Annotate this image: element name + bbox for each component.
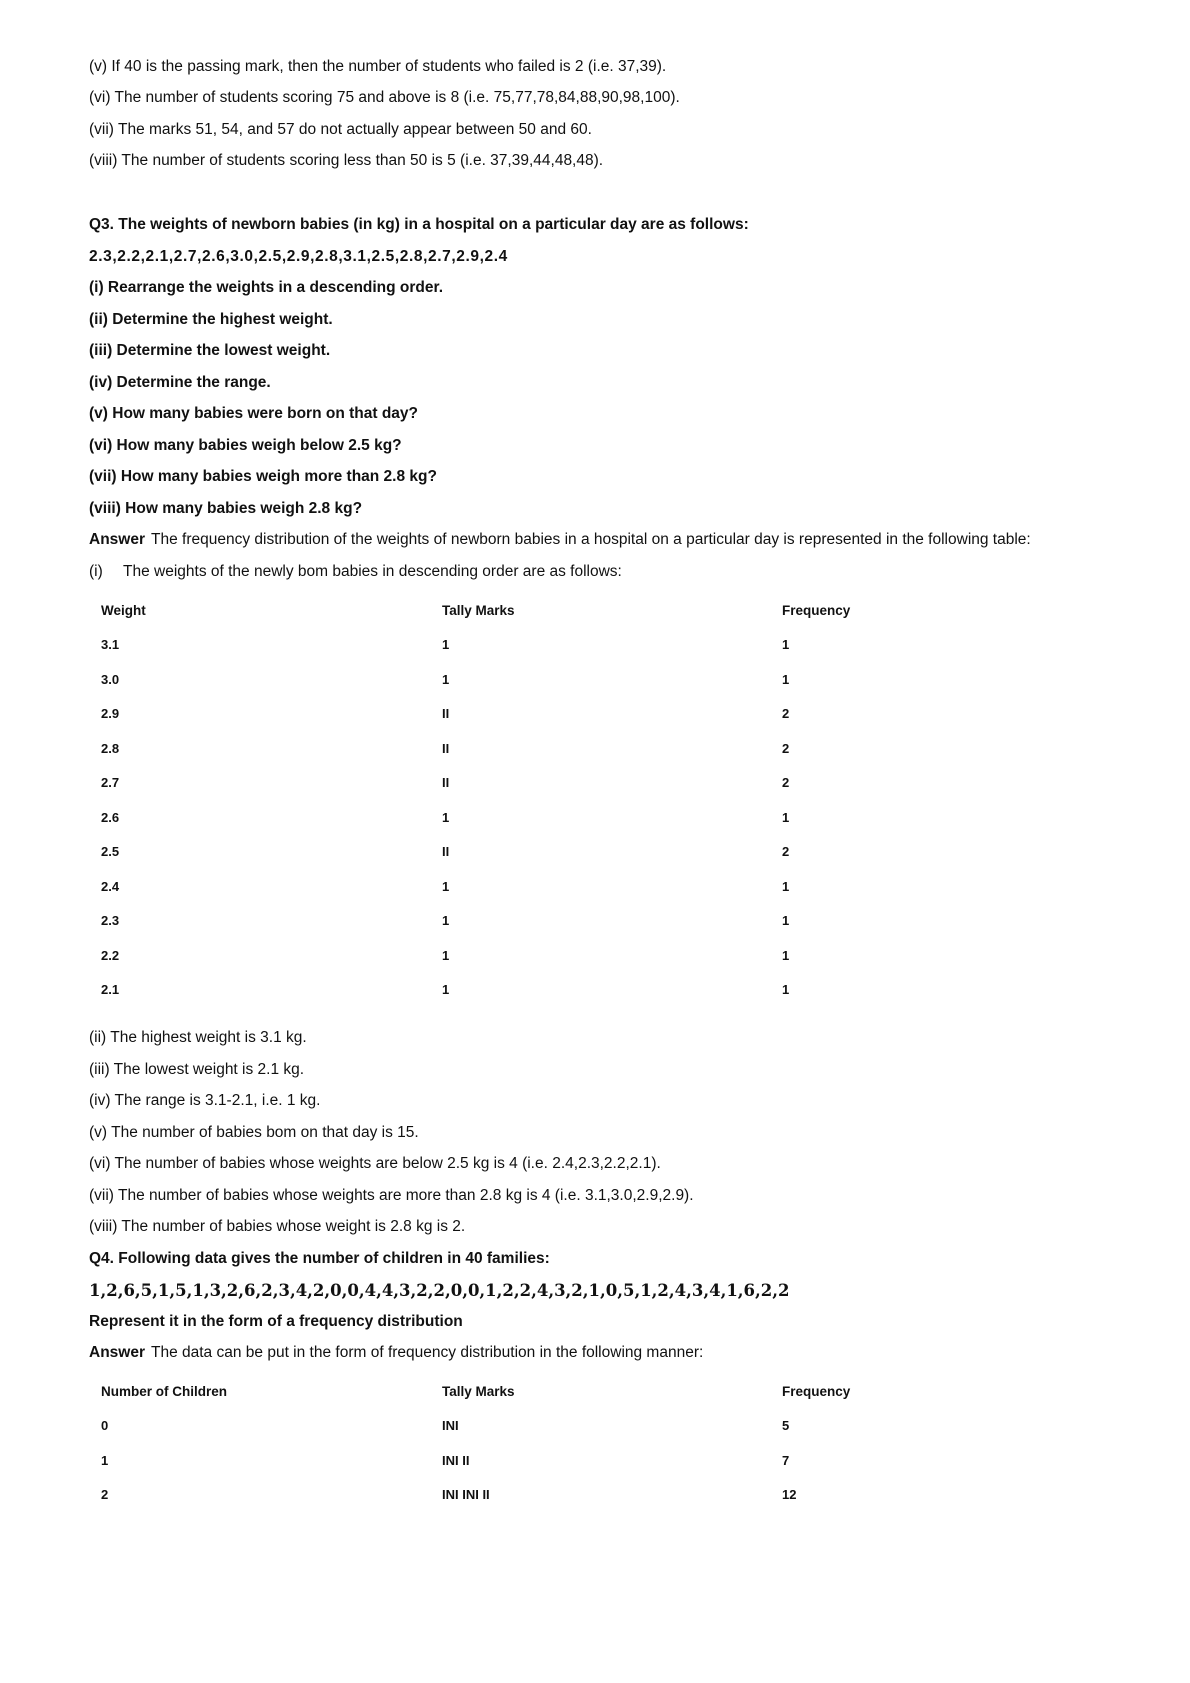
cell-frequency: 2 xyxy=(782,741,790,756)
table-row xyxy=(101,810,1101,830)
q3-sub-i xyxy=(89,563,622,581)
header-weight: Weight xyxy=(101,603,146,618)
cell-frequency: 1 xyxy=(782,879,790,894)
cell-children: 2 xyxy=(101,1487,109,1502)
q3-part-v: (v) How many babies were born on that day? xyxy=(89,405,418,422)
table-header xyxy=(101,1384,1101,1404)
answer-label: Answer xyxy=(89,1344,145,1361)
cell-frequency: 1 xyxy=(782,982,790,997)
cell-weight: 2.9 xyxy=(101,706,120,721)
cell-frequency: 1 xyxy=(782,637,790,652)
cell-frequency: 1 xyxy=(782,948,790,963)
sub-i-text: The weights of the newly bom babies in descending order are as follows: xyxy=(123,563,622,580)
cell-tally: 1 xyxy=(442,982,450,997)
table-row xyxy=(101,741,1101,761)
q3-question: Q3. The weights of newborn babies (in kg) in a hospital on a particular day are as follows: xyxy=(89,216,749,233)
cell-frequency: 2 xyxy=(782,775,790,790)
cell-tally: INI xyxy=(442,1418,459,1433)
cell-frequency: 1 xyxy=(782,810,790,825)
q4-instruction: Represent it in the form of a frequency distribution xyxy=(89,1313,463,1330)
cell-frequency: 7 xyxy=(782,1453,790,1468)
cell-weight: 2.5 xyxy=(101,844,120,859)
header-frequency: Frequency xyxy=(782,603,851,618)
table-header xyxy=(101,603,1101,623)
cell-tally: 1 xyxy=(442,637,450,652)
cell-frequency: 2 xyxy=(782,706,790,721)
cell-weight: 3.1 xyxy=(101,637,120,652)
header-tally: Tally Marks xyxy=(442,1384,515,1399)
table-row xyxy=(101,844,1101,864)
cell-tally: II xyxy=(442,706,450,721)
header-tally: Tally Marks xyxy=(442,603,515,618)
q3-part-vi: (vi) How many babies weigh below 2.5 kg? xyxy=(89,437,402,454)
table-row xyxy=(101,879,1101,899)
table-row xyxy=(101,1453,1101,1473)
q2-answer-viii: (viii) The number of students scoring less than 50 is 5 (i.e. 37,39,44,48,48). xyxy=(89,152,604,169)
cell-frequency: 12 xyxy=(782,1487,797,1502)
table-row xyxy=(101,775,1101,795)
table-row xyxy=(101,706,1101,726)
q3-answer-v: (v) The number of babies bom on that day is 15. xyxy=(89,1124,419,1141)
cell-tally: II xyxy=(442,741,450,756)
sub-i-label: (i) xyxy=(89,563,103,580)
q4-data: 1,2,6,5,1,5,1,3,2,6,2,3,4,2,0,0,4,4,3,2,2,0,0,1,2,2,4,3,2,1,0,5,1,2,4,3,4,1,6,2,2 xyxy=(89,1281,790,1300)
q3-answer-vii: (vii) The number of babies whose weights are more than 2.8 kg is 4 (i.e. 3.1,3.0,2.9,2.9). xyxy=(89,1187,694,1204)
cell-children: 1 xyxy=(101,1453,109,1468)
cell-tally: 1 xyxy=(442,810,450,825)
cell-tally: 1 xyxy=(442,948,450,963)
q4-answer-intro xyxy=(89,1344,703,1362)
answer-text: The data can be put in the form of frequency distribution in the following manner: xyxy=(151,1344,704,1361)
header-frequency: Frequency xyxy=(782,1384,851,1399)
table-row xyxy=(101,672,1101,692)
answer-text: The frequency distribution of the weights of newborn babies in a hospital on a particular day is represented in the following table: xyxy=(151,531,1031,548)
cell-tally: 1 xyxy=(442,672,450,687)
cell-weight: 2.3 xyxy=(101,913,120,928)
table-row xyxy=(101,1487,1101,1507)
cell-weight: 2.8 xyxy=(101,741,120,756)
cell-frequency: 2 xyxy=(782,844,790,859)
cell-weight: 2.6 xyxy=(101,810,120,825)
table-row xyxy=(101,982,1101,1002)
q2-answer-vii: (vii) The marks 51, 54, and 57 do not actually appear between 50 and 60. xyxy=(89,121,592,138)
cell-children: 0 xyxy=(101,1418,109,1433)
q3-answer-intro xyxy=(89,531,1031,549)
header-number-of-children: Number of Children xyxy=(101,1384,228,1399)
cell-tally: II xyxy=(442,775,450,790)
cell-weight: 2.4 xyxy=(101,879,120,894)
cell-tally: INI II xyxy=(442,1453,470,1468)
answer-label: Answer xyxy=(89,531,145,548)
q3-answer-iii: (iii) The lowest weight is 2.1 kg. xyxy=(89,1061,305,1078)
cell-weight: 3.0 xyxy=(101,672,120,687)
cell-frequency: 1 xyxy=(782,672,790,687)
q2-answer-v: (v) If 40 is the passing mark, then the number of students who failed is 2 (i.e. 37,39). xyxy=(89,58,667,75)
cell-tally: INI INI II xyxy=(442,1487,490,1502)
q3-part-iii: (iii) Determine the lowest weight. xyxy=(89,342,331,359)
table-row xyxy=(101,637,1101,657)
cell-weight: 2.1 xyxy=(101,982,120,997)
q3-answer-iv: (iv) The range is 3.1-2.1, i.e. 1 kg. xyxy=(89,1092,321,1109)
cell-weight: 2.2 xyxy=(101,948,120,963)
table-row xyxy=(101,913,1101,933)
table-row xyxy=(101,948,1101,968)
q3-part-i: (i) Rearrange the weights in a descending order. xyxy=(89,279,443,296)
q3-part-iv: (iv) Determine the range. xyxy=(89,374,271,391)
cell-tally: 1 xyxy=(442,879,450,894)
q3-part-ii: (ii) Determine the highest weight. xyxy=(89,311,333,328)
q3-answer-ii: (ii) The highest weight is 3.1 kg. xyxy=(89,1029,307,1046)
q4-question: Q4. Following data gives the number of children in 40 families: xyxy=(89,1250,550,1267)
cell-frequency: 5 xyxy=(782,1418,790,1433)
q2-answer-vi: (vi) The number of students scoring 75 and above is 8 (i.e. 75,77,78,84,88,90,98,100). xyxy=(89,89,680,106)
q3-data: 2.3,2.2,2.1,2.7,2.6,3.0,2.5,2.9,2.8,3.1,2.5,2.8,2.7,2.9,2.4 xyxy=(89,248,508,265)
q3-part-viii: (viii) How many babies weigh 2.8 kg? xyxy=(89,500,363,517)
cell-tally: II xyxy=(442,844,450,859)
table-row xyxy=(101,1418,1101,1438)
q3-answer-vi: (vi) The number of babies whose weights are below 2.5 kg is 4 (i.e. 2.4,2.3,2.2,2.1). xyxy=(89,1155,661,1172)
cell-frequency: 1 xyxy=(782,913,790,928)
q3-answer-viii: (viii) The number of babies whose weight is 2.8 kg is 2. xyxy=(89,1218,466,1235)
cell-tally: 1 xyxy=(442,913,450,928)
q3-part-vii: (vii) How many babies weigh more than 2.8 kg? xyxy=(89,468,437,485)
cell-weight: 2.7 xyxy=(101,775,120,790)
